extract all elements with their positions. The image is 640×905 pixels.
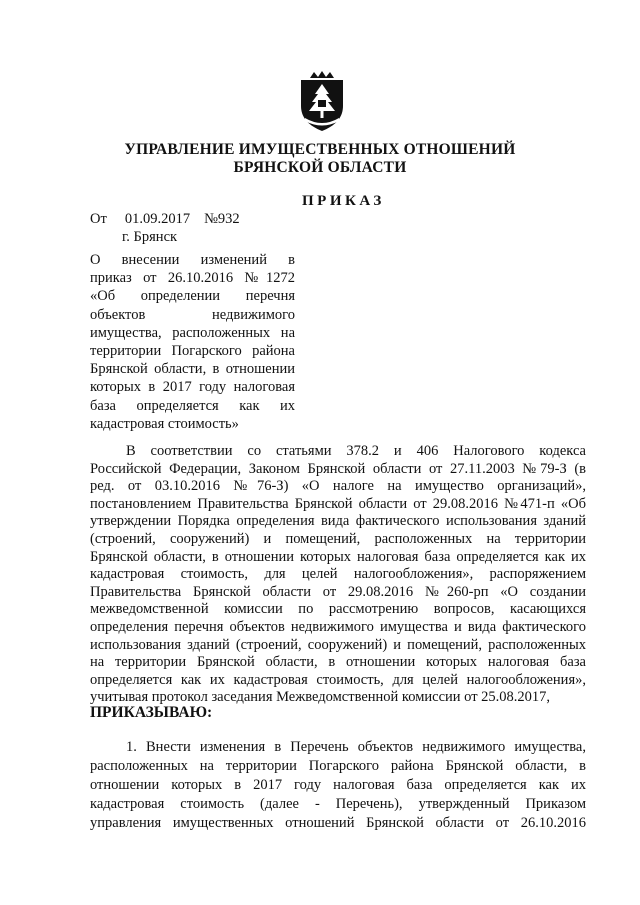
item-line: кадастровая стоимость (далее - Перечень), утвержденный Приказом bbox=[90, 796, 586, 812]
body-line: определения перечня объектов недвижимого имущества и вида фактического bbox=[90, 618, 586, 635]
order-subject bbox=[90, 251, 295, 433]
subject-line: база определяется как их bbox=[90, 397, 295, 414]
body-line: кадастровая стоимость, для целей налогообложения», распоряжением bbox=[90, 566, 586, 583]
body-line: Российской Федерации, Законом Брянской области от 27.11.2003 №79-З (в bbox=[90, 460, 586, 477]
organization-name-line1: УПРАВЛЕНИЕ ИМУЩЕСТВЕННЫХ ОТНОШЕНИЙ bbox=[124, 141, 516, 158]
order-item-1 bbox=[90, 738, 586, 833]
body-line: учитывая протокол заседания Межведомственной комиссии от 25.08.2017, bbox=[90, 689, 551, 706]
body-line: утверждении Порядка определения вида фактического использования зданий bbox=[90, 513, 586, 530]
body-line: (строений, сооружений) и помещений, расположенных на территории bbox=[90, 530, 586, 547]
body-line: постановлением Правительства Брянской области от 29.08.2016 №471-п «Об bbox=[90, 495, 586, 512]
body-line: Правительства Брянской области от 29.08.2016 №260-рп «О создании bbox=[90, 583, 586, 600]
city-name: г. Брянск bbox=[122, 229, 178, 245]
item-line: расположенных на территории Погарского района Брянской области, в bbox=[90, 758, 586, 774]
order-number: №932 bbox=[204, 211, 240, 227]
subject-line: приказ от 26.10.2016 №1272 bbox=[90, 270, 295, 287]
subject-line: кадастровая стоимость» bbox=[90, 415, 239, 432]
item-line: управления имущественных отношений Брянской области от 26.10.2016 bbox=[90, 815, 586, 831]
document-type-title: ПРИКАЗ bbox=[302, 193, 385, 209]
order-heading: ПРИКАЗЫВАЮ: bbox=[90, 704, 213, 721]
order-date: 01.09.2017 bbox=[124, 211, 191, 227]
coat-of-arms-icon bbox=[296, 70, 348, 132]
organization-name-line2: БРЯНСКОЙ ОБЛАСТИ bbox=[233, 159, 407, 176]
body-line: ред. от 03.10.2016 №76-З) «О налоге на имущество организаций», bbox=[90, 478, 586, 495]
body-line: Брянской области, в отношении которых налоговая база определяется как их bbox=[90, 548, 586, 565]
subject-line: Брянской области, в отношении bbox=[90, 361, 295, 378]
body-line: использования зданий (строений, сооружений) и помещений, расположенных bbox=[90, 636, 586, 653]
preamble-paragraph bbox=[90, 443, 586, 707]
subject-line: имущества, расположенных на bbox=[90, 324, 295, 341]
body-line: на территории Брянской области, в отношении которых налоговая база bbox=[90, 654, 586, 671]
item-line: отношении которых в 2017 году налоговая база определяется как их bbox=[90, 777, 586, 793]
from-label: От bbox=[90, 211, 107, 227]
body-line: межведомственной комиссии по рассмотрению вопросов, касающихся bbox=[90, 601, 586, 618]
subject-line: территории Погарского района bbox=[90, 343, 295, 360]
body-line: В соответствии со статьями 378.2 и 406 Налогового кодекса bbox=[126, 443, 586, 459]
subject-line: которых в 2017 году налоговая bbox=[90, 379, 295, 396]
subject-line: объектов недвижимого bbox=[90, 306, 295, 323]
item-line: 1. Внести изменения в Перечень объектов недвижимого имущества, bbox=[126, 739, 586, 755]
body-line: определяется как их кадастровая стоимость, для целей налогообложения», bbox=[90, 671, 586, 688]
date-number-line bbox=[90, 211, 240, 228]
subject-line: О внесении изменений в bbox=[90, 252, 295, 268]
subject-line: «Об определении перечня bbox=[90, 288, 295, 305]
